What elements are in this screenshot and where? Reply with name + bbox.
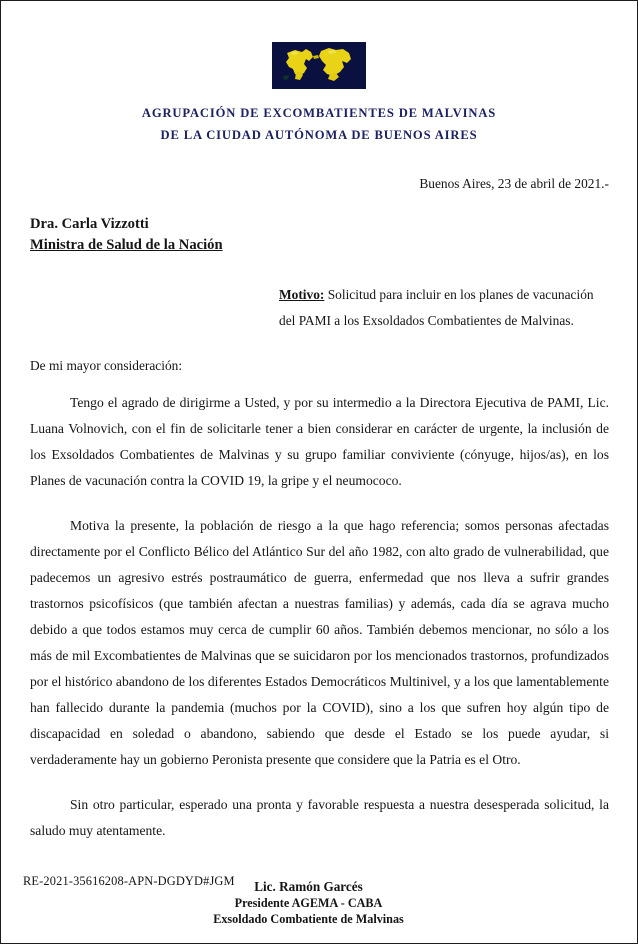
addressee-name: Dra. Carla Vizzotti: [30, 216, 149, 232]
signature-role: Presidente AGEMA - CABA: [234, 896, 383, 910]
organization-title: [1, 102, 637, 146]
letter-content: [1, 176, 637, 927]
organization-title-line2: DE LA CIUDAD AUTÓNOMA DE BUENOS AIRES: [160, 128, 478, 142]
body-paragraph-1: Tengo el agrado de dirigirme a Usted, y por su intermedio a la Directora Ejecutiva de PAMI, Lic. Luana Volnovich, con el fin de solicitarle tener a bien considerar en carácter de urgente, la inclusión de los Exsoldados Combatientes de Malvinas y su grupo familiar conviviente (cónyuge, hijos/as), en los Planes de vacunación contra la COVID 19, la gripe y el neumococo.: [30, 395, 609, 488]
date-line: Buenos Aires, 23 de abril de 2021.-: [419, 176, 609, 191]
letterhead: [1, 1, 637, 146]
salutation: De mi mayor consideración:: [30, 358, 183, 373]
body-paragraph-2: Motiva la presente, la población de riesgo a la que hago referencia; somos personas afectadas directamente por el Conflicto Bélico del Atlántico Sur del año 1982, con alto grado de vulnerabilidad, que padecemos un agresivo estrés postraumático de guerra, enfermedad que nos lleva a sufrir grandes trastornos psicofísicos (que también afectan a nuestras familias) y además, cada día se agrava mucho debido a que todos estamos muy cerca de cumplir 60 años. También debemos mencionar, no sólo a los más de mil Excombatientes de Malvinas que se suicidaron por los mencionados trastornos, profundizados por el histórico abandono de los diferentes Estados Democráticos Multinivel, y a los que lamentablemente han fallecido durante la pandemia (muchos por la COVID), sino a los que sufren hoy algún tipo de discapacidad en soledad o abandono, sabiendo que desde el Estado se los puede ayudar, si verdaderamente hay un gobierno Peronista presente que considere que la Patria es el Otro.: [30, 518, 609, 767]
signature-role-secondary: Exsoldado Combatiente de Malvinas: [213, 912, 404, 926]
addressee-position: Ministra de Salud de la Nación: [30, 237, 223, 253]
motivo-label: Motivo:: [279, 287, 325, 302]
motivo-text: Solicitud para incluir en los planes de vacunación del PAMI a los Exsoldados Combatientes de Malvinas.: [279, 287, 594, 328]
motivo-block: [279, 282, 609, 334]
signature-name: Lic. Ramón Garcés: [254, 879, 363, 894]
addressee-block: [30, 214, 609, 256]
footer-reference-code: RE-2021-35616208-APN-DGDYD#JGM: [23, 874, 235, 888]
body-paragraph-3: Sin otro particular, esperado una pronta y favorable respuesta a nuestra desesperada solicitud, la saludo muy atentamente.: [30, 797, 609, 838]
falkland-islands-satellite-logo: [272, 42, 366, 89]
organization-title-line1: AGRUPACIÓN DE EXCOMBATIENTES DE MALVINAS: [141, 106, 497, 120]
